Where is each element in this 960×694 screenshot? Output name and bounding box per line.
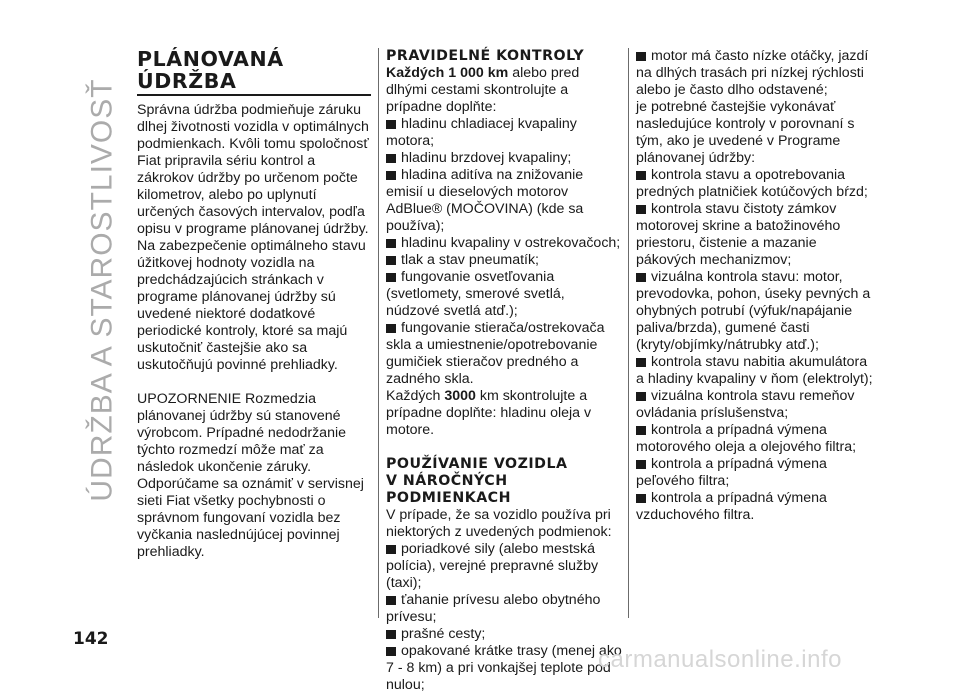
list-item: [386, 252, 622, 269]
interval-1000km: Každých 1 000 km: [386, 65, 509, 81]
list-item: [636, 422, 876, 456]
list-item-text: tlak a stav pneumatík;: [401, 252, 540, 268]
checkbox-icon: [386, 545, 396, 554]
list-item-text: kontrola a prípadná výmena vzduchového filtra.: [636, 490, 827, 523]
heading-severe-conditions: [386, 456, 622, 507]
list-item: [636, 354, 876, 388]
checkbox-icon: [386, 256, 396, 265]
column-1: [137, 48, 371, 561]
paragraph-every-3000km: [386, 388, 622, 439]
page-number: 142: [73, 629, 109, 649]
heading2-line-2: V NÁROČNÝCH: [386, 473, 508, 489]
heading2-line-1: POUŽÍVANIE VOZIDLA: [386, 456, 568, 472]
checkbox-icon: [636, 171, 646, 180]
heading-regular-checks: PRAVIDELNÉ KONTROLY: [386, 48, 585, 64]
list-item-text: poriadkové sily (alebo mestská polícia), verejné prepravné služby (taxi);: [386, 541, 599, 591]
list-item-text: fungovanie osvetľovania (svetlomety, smerové svetlá, núdzové svetlá atď.);: [386, 269, 565, 319]
checkbox-icon: [636, 426, 646, 435]
paragraph-additional-checks: Na zabezpečenie optimálneho stavu úžitkovej hodnoty vozidla na predchádzajúcich stránkach v programe plánovanej údržby sú uvedené niektoré dodatkové periodické kontroly, ktoré sa majú uskutočniť častejšie ako sa uskutočňujú povinné prehliadky.: [137, 238, 366, 373]
paragraph-intro: Správna údržba podmieňuje záruku dlhej životnosti vozidla v optimálnych podmienkach. Kvôli tomu spoločnosť Fiat pripravila sériu kontrol a zákrokov údržby po určenom počte kilometrov, alebo po uplynutí určených časových intervalov, podľa opisu v programe plánovanej údržby.: [137, 102, 369, 237]
column-divider-2: [628, 48, 629, 618]
heading-line-1: PLÁNOVANÁ: [137, 47, 284, 71]
every-rest: km skontrolujte a prípadne doplňte: hladinu oleja v motore.: [386, 388, 592, 438]
checkbox-icon: [636, 358, 646, 367]
list-item-text: kontrola a prípadná výmena motorového oleja a olejového filtra;: [636, 422, 857, 455]
list-item: [386, 269, 622, 320]
heading-line-2: ÚDRŽBA: [137, 69, 237, 93]
list-item-text: kontrola stavu nabitia akumulátora a hladiny kvapaliny v ňom (elektrolyt);: [636, 354, 873, 387]
list-item: [636, 456, 876, 490]
list-item: [386, 167, 622, 235]
list-item-text: hladina aditíva na znižovanie emisií u dieselových motorov AdBlue® (MOČOVINA) (kde sa používa);: [386, 167, 584, 234]
list-item-text: hladinu kvapaliny v ostrekovačoch;: [401, 235, 621, 251]
list-item-text: vizuálna kontrola stavu remeňov ovládania príslušenstva;: [636, 388, 855, 421]
checkbox-icon: [636, 494, 646, 503]
checklist-frequent-checks: [636, 167, 876, 524]
heading-planned-maintenance: [137, 48, 371, 92]
every-prefix: Každých: [386, 388, 445, 404]
checkbox-icon: [386, 171, 396, 180]
list-item-text: ťahanie prívesu alebo obytného prívesu;: [386, 592, 601, 625]
list-item: [636, 269, 876, 354]
list-item-text: hladinu chladiacej kvapaliny motora;: [386, 116, 577, 149]
list-item: [386, 150, 622, 167]
list-item: [386, 320, 622, 388]
checklist-conditions-continued: [636, 48, 876, 99]
list-item: [386, 626, 622, 643]
list-item: [386, 592, 622, 626]
list-item: [636, 48, 876, 99]
list-item: [386, 643, 622, 694]
checkbox-icon: [636, 52, 646, 61]
list-item: [636, 201, 876, 269]
list-item-text: prašné cesty;: [401, 626, 486, 642]
checkbox-icon: [386, 596, 396, 605]
checkbox-icon: [636, 392, 646, 401]
checklist-regular: [386, 116, 622, 388]
heading-underline: [137, 94, 371, 96]
list-item-text: fungovanie stierača/ostrekovača skla a umiestnenie/opotrebovanie gumičiek stieračov predného a zadného skla.: [386, 320, 605, 387]
list-item-text: kontrola stavu a opotrebovania predných platničiek kotúčových bŕzd;: [636, 167, 868, 200]
list-item: [636, 388, 876, 422]
paragraph-conditions-intro: V prípade, že sa vozidlo používa pri niektorých z uvedených podmienok:: [386, 507, 612, 540]
paragraph-more-frequent: je potrebné častejšie vykonávať nasledujúce kontroly v porovnaní s tým, ako je uvedené v Programe plánovanej údržby:: [636, 99, 855, 166]
column-divider-1: [378, 48, 379, 618]
list-item-text: opakované krátke trasy (menej ako 7 - 8 km) a pri vonkajšej teplote pod nulou;: [386, 643, 622, 693]
checkbox-icon: [636, 460, 646, 469]
list-item: [636, 167, 876, 201]
list-item-text: kontrola stavu čistoty zámkov motorovej skrine a batožinového priestoru, čistenie a mazanie pákových mechanizmov;: [636, 201, 841, 268]
interval-3000km: 3000: [444, 388, 476, 404]
paragraph-warning: UPOZORNENIE Rozmedzia plánovanej údržby sú stanovené výrobcom. Prípadné nedodržanie týchto rozmedzí môže mať za následok ukončenie záruky. Odporúčame sa oznámiť v servisnej sieti Fiat všetky pochybnosti o správnom fungovaní vozidla bez vyčkania naslednújúcej povinnej prehliadky.: [137, 391, 364, 560]
checkbox-icon: [636, 273, 646, 282]
section-side-title: [82, 40, 124, 540]
list-item-text: vizuálna kontrola stavu: motor, prevodovka, pohon, úseky pevných a ohybných potrubí (výfuk/napájanie paliva/brzda), gumené časti (kryty/objímky/nátrubky atď.);: [636, 269, 871, 353]
checkbox-icon: [386, 647, 396, 656]
checklist-conditions: [386, 541, 622, 694]
checkbox-icon: [386, 630, 396, 639]
column-3: [636, 48, 876, 524]
list-item-text: hladinu brzdovej kvapaliny;: [401, 150, 572, 166]
list-item-text: kontrola a prípadná výmena peľového filtra;: [636, 456, 827, 489]
list-item-text: motor má často nízke otáčky, jazdí na dlhých trasách pri nízkej rýchlosti alebo je často dlho odstavené;: [636, 48, 869, 98]
list-item: [636, 490, 876, 524]
list-item: [386, 541, 622, 592]
checkbox-icon: [386, 239, 396, 248]
checkbox-icon: [386, 324, 396, 333]
column-2: [386, 48, 622, 694]
intro-text: alebo pred dlhými cestami skontrolujte a prípadne doplňte:: [386, 65, 580, 115]
paragraph-every-1000km: [386, 65, 622, 116]
checkbox-icon: [386, 154, 396, 163]
checkbox-icon: [386, 120, 396, 129]
watermark-text: carmanualsonline.info: [598, 646, 842, 673]
side-title-text: ÚDRŽBA A STAROSTLIVOSŤ: [86, 78, 119, 502]
heading2-line-3: PODMIENKACH: [386, 490, 511, 506]
checkbox-icon: [636, 205, 646, 214]
list-item: [386, 235, 622, 252]
checkbox-icon: [386, 273, 396, 282]
list-item: [386, 116, 622, 150]
